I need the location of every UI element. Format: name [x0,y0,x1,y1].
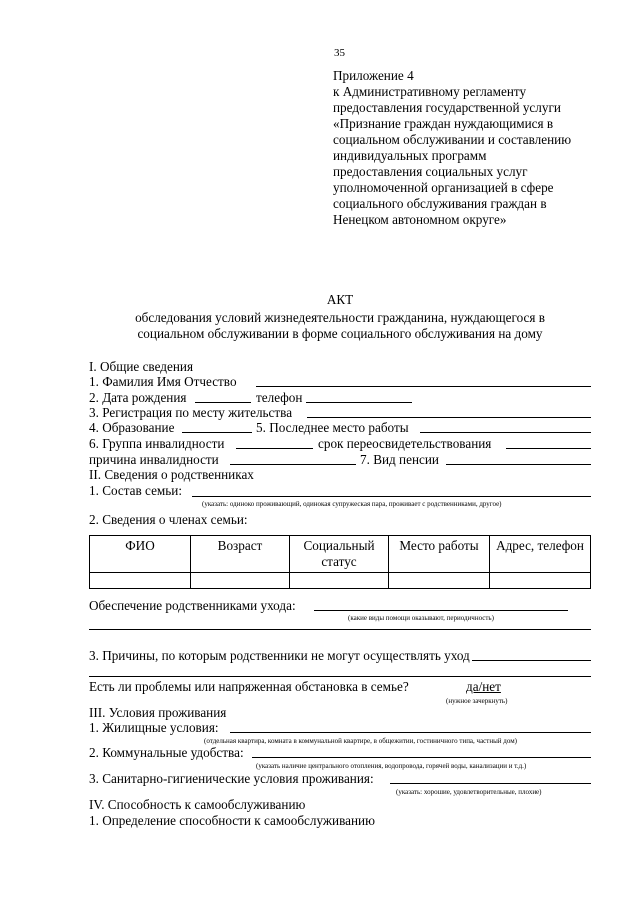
table-cell[interactable] [191,573,290,589]
yes-no-options[interactable]: да/нет [466,679,501,694]
education-field[interactable] [182,432,252,433]
col-address-phone: Адрес, телефон [490,536,591,573]
recert-field[interactable] [506,448,591,449]
care-hint: (какие виды помощи оказывают, периодичность) [348,614,494,622]
appendix-line: Ненецком автономном округе» [333,212,507,227]
disability-group-field[interactable] [236,448,313,449]
disability-reason-label: причина инвалидности [89,452,219,467]
family-composition-field[interactable] [192,496,591,497]
appendix-line: индивидуальных программ [333,148,487,163]
problems-label: Есть ли проблемы или напряженная обстановка в семье? [89,679,409,694]
housing-field[interactable] [230,732,591,733]
disability-reason-field[interactable] [230,464,356,465]
reasons-label: 3. Причины, по которым родственники не могут осуществлять уход [89,648,470,663]
section3-header: III. Условия проживания [89,705,227,720]
section4-header: IV. Способность к самообслуживанию [89,797,306,812]
sanitary-hint: (указать: хорошие, удовлетворительные, плохие) [396,788,542,796]
family-members-table [89,535,591,589]
sanitary-label: 3. Санитарно-гигиенические условия проживания: [89,771,374,786]
disability-group-label: 6. Группа инвалидности [89,436,225,451]
recert-label: срок переосвидетельствования [318,436,492,451]
appendix-line: «Признание граждан нуждающимися в [333,116,554,131]
education-label: 4. Образование [89,420,175,435]
last-job-label: 5. Последнее место работы [256,420,409,435]
col-workplace: Место работы [389,536,490,573]
utilities-label: 2. Коммунальные удобства: [89,745,244,760]
utilities-hint: (указать наличие центрального отопления, водопровода, горячей воды, канализации и т.д.) [256,762,527,770]
table-header-row [90,536,591,573]
family-composition-label: 1. Состав семьи: [89,483,183,498]
birth-field[interactable] [195,402,251,403]
yes-no-hint: (нужное зачеркнуть) [446,697,508,705]
pension-label: 7. Вид пенсии [360,452,439,467]
reasons-field-extra[interactable] [89,676,591,677]
fio-label: 1. Фамилия Имя Отчество [89,374,237,389]
doc-subtitle-line2: социальном обслуживании в форме социального обслуживания на дому [137,326,543,341]
fio-field[interactable] [256,386,591,387]
table-cell[interactable] [490,573,591,589]
doc-title: АКТ [326,292,354,307]
table-cell[interactable] [290,573,389,589]
appendix-line: социальном обслуживании и составлению [333,132,572,147]
registration-field[interactable] [307,417,591,418]
self-service-item: 1. Определение способности к самообслуживанию [89,813,375,828]
reasons-field[interactable] [472,660,591,661]
doc-subtitle-line1: обследования условий жизнедеятельности гражданина, нуждающегося в [135,310,545,325]
section1-header: I. Общие сведения [89,359,194,374]
housing-hint: (отдельная квартира, комната в коммунальной квартире, в общежитии, гостиничного типа, частный дом) [204,737,517,745]
sanitary-field[interactable] [390,783,591,784]
housing-label: 1. Жилищные условия: [89,720,219,735]
appendix-line: предоставления государственной услуги [333,100,561,115]
care-field[interactable] [314,610,568,611]
care-label: Обеспечение родственниками ухода: [89,598,296,613]
section2-header: II. Сведения о родственниках [89,467,254,482]
col-age: Возраст [191,536,290,573]
birth-label: 2. Дата рождения [89,390,187,405]
last-job-field[interactable] [420,432,591,433]
appendix-line: Приложение 4 [333,68,414,83]
phone-field[interactable] [306,402,412,403]
table-cell[interactable] [389,573,490,589]
page-number: 35 [334,47,345,59]
col-social-status: Социальный статус [290,536,389,573]
utilities-field[interactable] [252,757,591,758]
family-members-label: 2. Сведения о членах семьи: [89,512,248,527]
care-field-extra[interactable] [89,629,591,630]
appendix-line: социального обслуживания граждан в [333,196,547,211]
table-row[interactable] [90,573,591,589]
appendix-block [333,68,571,228]
pension-field[interactable] [446,464,591,465]
table-cell[interactable] [90,573,191,589]
appendix-line: к Административному регламенту [333,84,527,99]
appendix-line: предоставления социальных услуг [333,164,528,179]
appendix-line: уполномоченной организацией в сфере [333,180,554,195]
registration-label: 3. Регистрация по месту жительства [89,405,293,420]
col-fio: ФИО [90,536,191,573]
family-composition-hint: (указать: одиноко проживающий, одинокая супружеская пара, проживает с родственниками, другое) [202,500,502,508]
phone-label: телефон [256,390,303,405]
